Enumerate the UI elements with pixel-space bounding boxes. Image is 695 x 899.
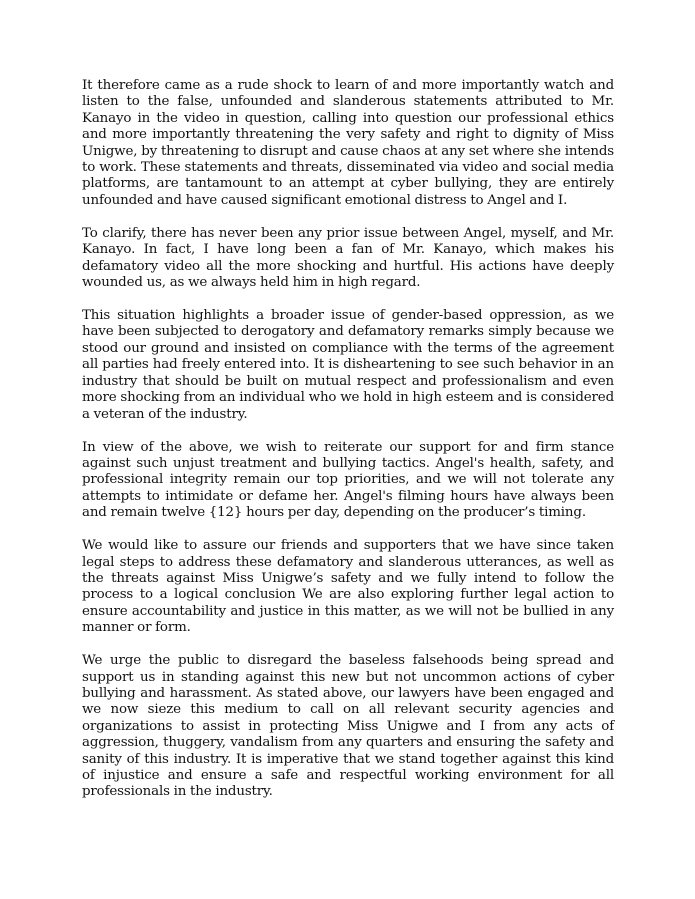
document-page <box>82 78 614 817</box>
paragraph-legal-steps: We would like to assure our friends and supporters that we have since taken legal steps to address these defamatory and slanderous utterances, as well as the threats against Miss Unigwe’s safety and we fully intend to follow the process to a logical conclusion We are also exploring further legal action to ensure accountability and justice in this matter, as we will not be bullied in any manner or form. <box>82 538 614 636</box>
paragraph-gender-oppression: This situation highlights a broader issue of gender-based oppression, as we have been subjected to derogatory and defamatory remarks simply because we stood our ground and insisted on compliance with the terms of the agreement all parties had freely entered into. It is disheartening to see such behavior in an industry that should be built on mutual respect and professionalism and even more shocking from an individual who we hold in high esteem and is considered a veteran of the industry. <box>82 308 614 422</box>
paragraph-rude-shock: It therefore came as a rude shock to learn of and more importantly watch and listen to the false, unfounded and slanderous statements attributed to Mr. Kanayo in the video in question, calling into question our professional ethics and more importantly threatening the very safety and right to dignity of Miss Unigwe, by threatening to disrupt and cause chaos at any set where she intends to work. These statements and threats, disseminated via video and social media platforms, are tantamount to an attempt at cyber bullying, they are entirely unfounded and have caused significant emotional distress to Angel and I. <box>82 78 614 208</box>
paragraph-public-appeal: We urge the public to disregard the baseless falsehoods being spread and support us in standing against this new but not uncommon actions of cyber bullying and harassment. As stated above, our lawyers have been engaged and we now sieze this medium to call on all relevant security agencies and organizations to assist in protecting Miss Unigwe and I from any acts of aggression, thuggery, vandalism from any quarters and ensuring the safety and sanity of this industry. It is imperative that we stand together against this kind of injustice and ensure a safe and respectful working environment for all professionals in the industry. <box>82 653 614 800</box>
paragraph-clarify: To clarify, there has never been any prior issue between Angel, myself, and Mr. Kanayo. In fact, I have long been a fan of Mr. Kanayo, which makes his defamatory video all the more shocking and hurtful. His actions have deeply wounded us, as we always held him in high regard. <box>82 225 614 291</box>
paragraph-reiterate-support: In view of the above, we wish to reiterate our support for and firm stance against such unjust treatment and bullying tactics. Angel's health, safety, and professional integrity remain our top priorities, and we will not tolerate any attempts to intimidate or defame her. Angel's filming hours have always been and remain twelve {12} hours per day, depending on the producer’s timing. <box>82 439 614 521</box>
